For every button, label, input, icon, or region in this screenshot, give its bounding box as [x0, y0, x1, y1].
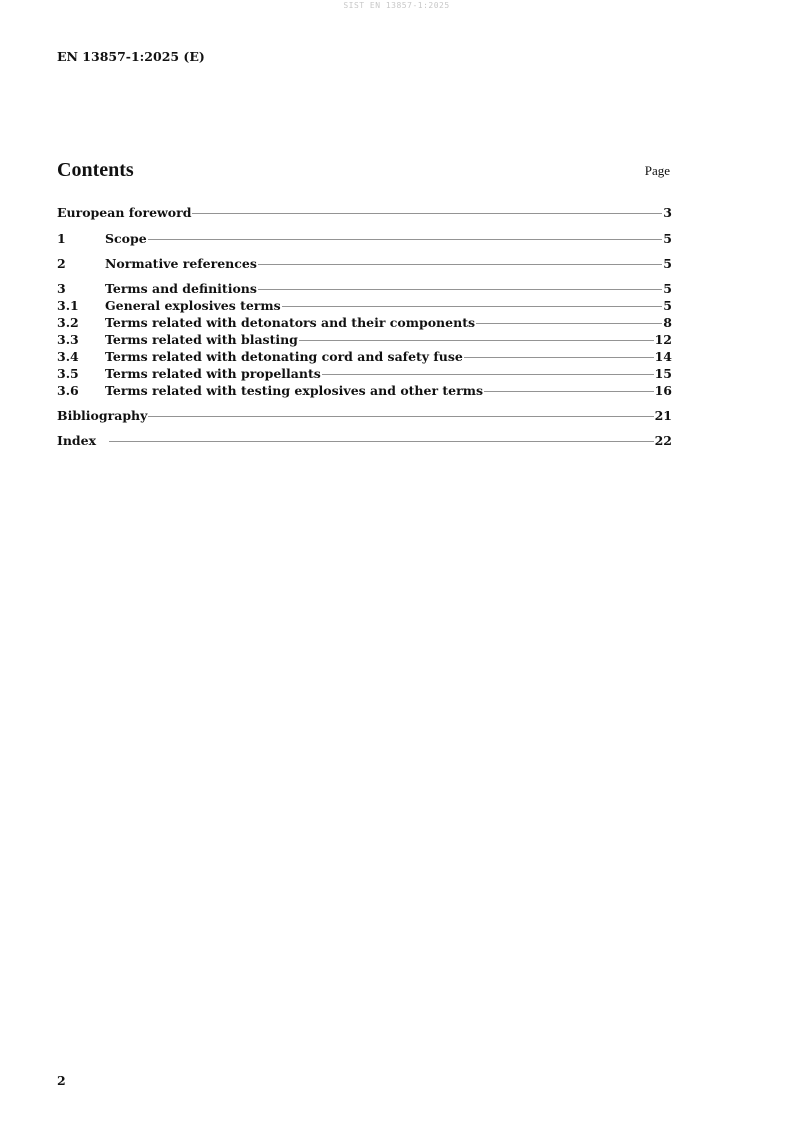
toc-entry-index[interactable]: [57, 429, 672, 448]
toc-entry-page: 22: [654, 433, 672, 448]
toc-entry-title: Normative references: [105, 256, 257, 271]
toc-entry-page: 5: [663, 256, 672, 271]
toc-entry-page: 16: [654, 383, 672, 398]
toc-entry-page: 8: [663, 315, 672, 330]
document-id: EN 13857-1:2025 (E): [57, 49, 205, 64]
toc-entry-page: 12: [654, 332, 672, 347]
toc-entry-page: 14: [654, 349, 672, 364]
toc-entry-page: 3: [663, 205, 672, 220]
toc-entry-page: 5: [663, 298, 672, 313]
toc-entry-title: European foreword: [57, 205, 192, 220]
toc-entry-title: Terms related with detonators and their components: [105, 315, 476, 330]
toc-entry-testing-explosives[interactable]: [57, 379, 672, 398]
toc-entry-title: Scope: [105, 231, 147, 246]
toc-entry-number: 3: [57, 281, 66, 296]
page-number: 2: [57, 1073, 66, 1088]
toc-entry-page: 5: [663, 281, 672, 296]
toc-leader-dots: [464, 345, 654, 361]
toc-entry-number: 2: [57, 256, 66, 271]
toc-entry-normative-references[interactable]: [57, 252, 672, 271]
toc-header: [57, 158, 672, 182]
toc-entry-bibliography[interactable]: [57, 404, 672, 423]
toc-leader-dots: [484, 379, 654, 395]
toc-entry-title: Terms related with blasting: [105, 332, 298, 347]
toc-leader-dots: [109, 429, 654, 445]
toc-entry-blasting[interactable]: [57, 328, 672, 347]
toc-leader-dots: [258, 277, 662, 293]
toc-entry-title: Terms related with testing explosives and other terms: [105, 383, 483, 398]
toc-leader-dots: [192, 201, 662, 217]
toc-entry-number: 3.3: [57, 332, 79, 347]
toc-entry-number: 3.6: [57, 383, 79, 398]
toc-leader-dots: [148, 404, 653, 420]
toc-entry-terms-and-definitions[interactable]: [57, 277, 672, 296]
toc-entry-detonators[interactable]: [57, 311, 672, 330]
toc-entry-number: 1: [57, 231, 66, 246]
toc-entry-propellants[interactable]: [57, 362, 672, 381]
contents-title: Contents: [57, 159, 134, 181]
toc-entry-general-explosives-terms[interactable]: [57, 294, 672, 313]
toc-entry-title: Bibliography: [57, 408, 148, 423]
toc-entry-number: 3.5: [57, 366, 79, 381]
toc-entry-number: 3.1: [57, 298, 79, 313]
toc-entry-detonating-cord[interactable]: [57, 345, 672, 364]
toc-leader-dots: [322, 362, 654, 378]
toc-leader-dots: [282, 294, 663, 310]
toc-entry-title: Terms related with detonating cord and safety fuse: [105, 349, 463, 364]
toc-entry-title: General explosives terms: [105, 298, 281, 313]
toc-entry-number: 3.4: [57, 349, 79, 364]
page-column-label: Page: [644, 163, 670, 178]
toc-entry-page: 5: [663, 231, 672, 246]
toc-entry-page: 15: [654, 366, 672, 381]
toc-entry-title: Index: [57, 433, 97, 448]
toc-leader-dots: [258, 252, 662, 268]
toc-entry-european-foreword[interactable]: [57, 201, 672, 220]
toc-entry-title: Terms and definitions: [105, 281, 257, 296]
toc-entry-title: Terms related with propellants: [105, 366, 321, 381]
toc-entry-page: 21: [654, 408, 672, 423]
toc-leader-dots: [476, 311, 662, 327]
toc-leader-dots: [299, 328, 654, 344]
toc-entry-scope[interactable]: [57, 227, 672, 246]
toc-entry-number: 3.2: [57, 315, 79, 330]
watermark: SIST EN 13857-1:2025: [343, 1, 450, 10]
toc-leader-dots: [148, 227, 663, 243]
